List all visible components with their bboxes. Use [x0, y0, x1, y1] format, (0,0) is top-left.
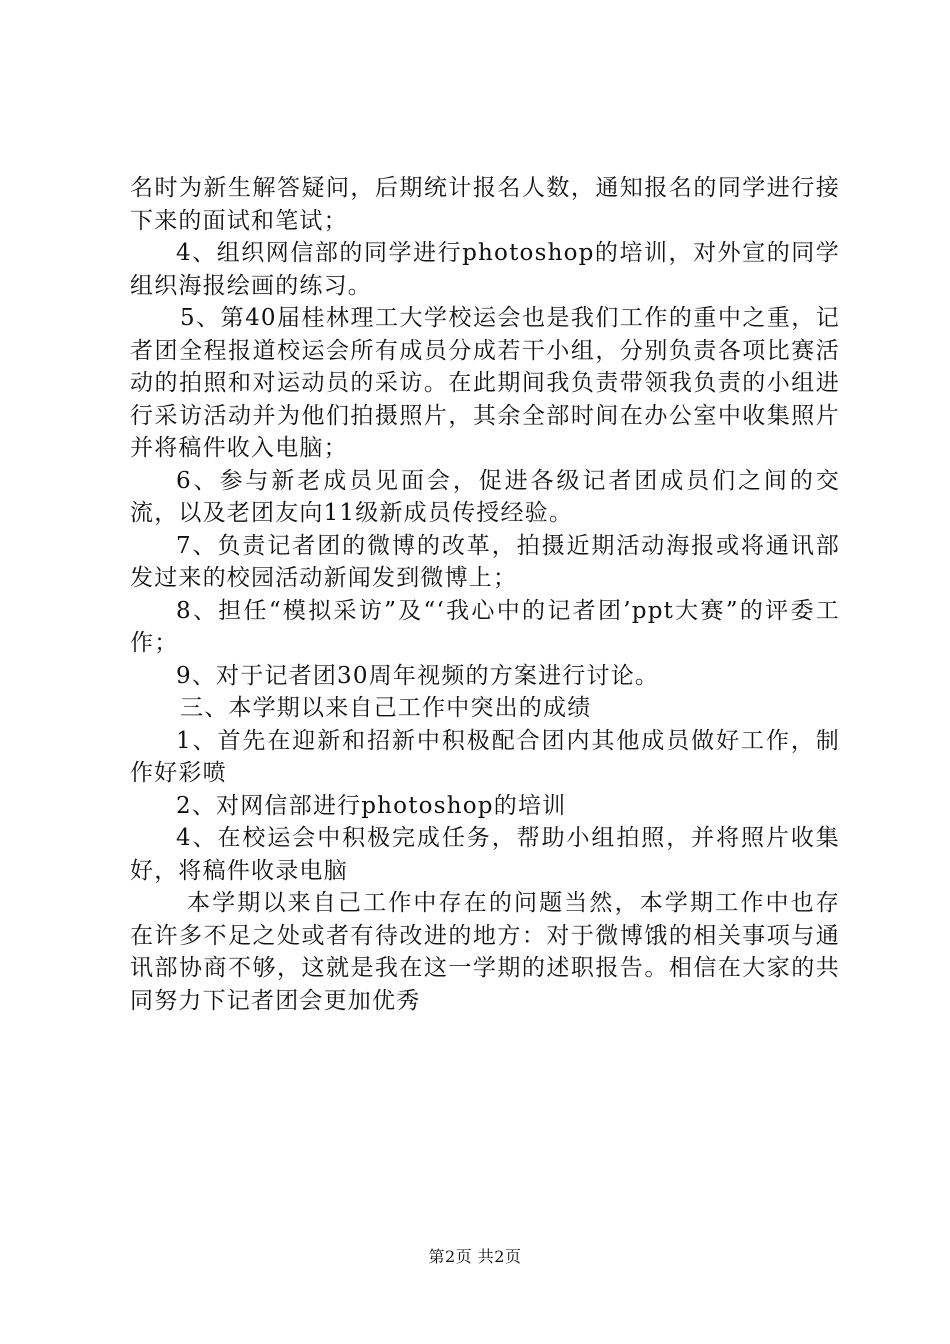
paragraph-item-6: 6、参与新老成员见面会，促进各级记者团成员们之间的交流，以及老团友向11级新成员传授经验。 — [130, 467, 840, 526]
paragraph-item-8: 8、担任“模拟采访”及“‘我心中的记者团’ppt大赛”的评委工作； — [130, 597, 840, 656]
page-footer: 第2页 共2页 — [428, 1247, 522, 1266]
paragraph-item-5: 5、第40届桂林理工大学校运会也是我们工作的重中之重，记者团全程报道校运会所有成员分成若干小组，分别负责各项比赛活动的拍照和对运动员的采访。在此期间我负责带领我负责的小组进行采访活动并为他们拍摄照片，其余全部时间在办公室中收集照片并将稿件收入电脑； — [130, 305, 840, 461]
paragraph-item-9: 9、对于记者团30周年视频的方案进行讨论。 — [176, 662, 660, 689]
paragraph-problems: 本学期以来自己工作中存在的问题当然，本学期工作中也存在许多不足之处或者有待改进的地方：对于微博饿的相关事项与通讯部协商不够，这就是我在这一学期的述职报告。相信在大家的共同努力下记者团会更加优秀 — [130, 890, 840, 1014]
section-heading-3: 三、本学期以来自己工作中突出的成绩 — [180, 695, 592, 721]
achievement-item-1: 1、首先在迎新和招新中积极配合团内其他成员做好工作，制作好彩喷 — [130, 727, 840, 786]
paragraph-item-4: 4、组织网信部的同学进行photoshop的培训，对外宣的同学组织海报绘画的练习。 — [130, 240, 840, 299]
paragraph-item-7: 7、负责记者团的微博的改革，拍摄近期活动海报或将通讯部发过来的校园活动新闻发到微博上； — [130, 532, 840, 591]
paragraph-continuation: 名时为新生解答疑问，后期统计报名人数，通知报名的同学进行接下来的面试和笔试； — [130, 175, 840, 234]
document-body — [130, 172, 840, 1017]
achievement-item-4: 4、在校运会中积极完成任务，帮助小组拍照，并将照片收集好，将稿件收录电脑 — [130, 825, 840, 884]
achievement-item-2: 2、对网信部进行photoshop的培训 — [176, 792, 567, 819]
